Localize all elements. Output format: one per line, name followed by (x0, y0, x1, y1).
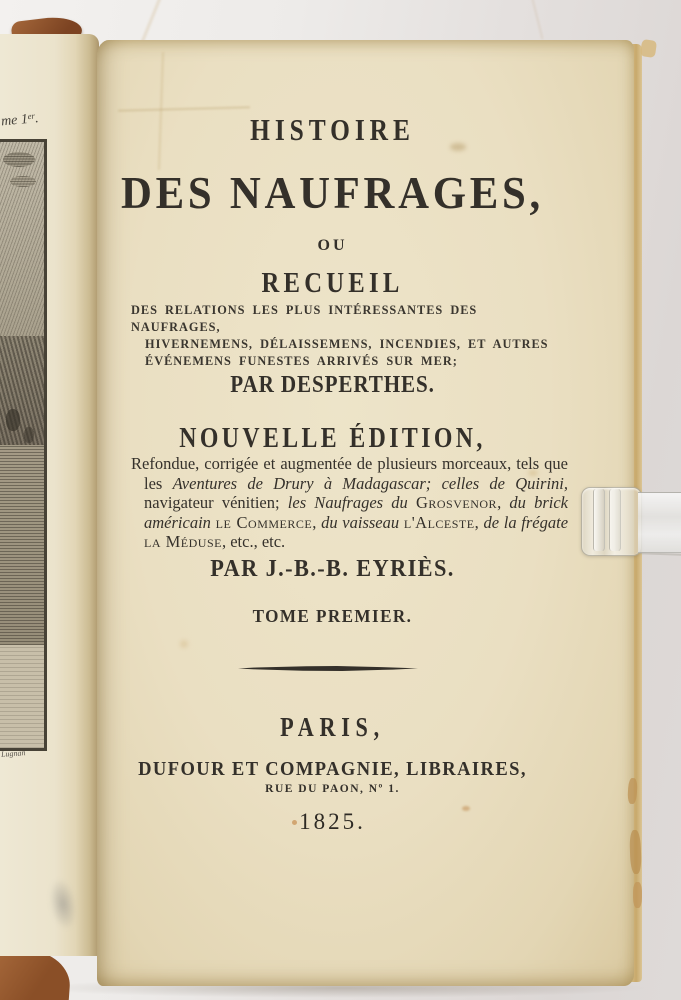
acrylic-clip-edge (640, 552, 681, 555)
volume-label: TOME PREMIER. (252, 606, 413, 626)
backdrop-crease (530, 0, 543, 40)
tome-handwritten-note: me 1er. (0, 110, 40, 130)
frontispiece-engraving (0, 139, 47, 751)
engraving-foreground (0, 645, 44, 748)
publication-year: 1825. (299, 809, 366, 834)
subtitle-line: DES RELATIONS LES PLUS INTÉRESSANTES DES NAUFRAGES, (131, 303, 478, 334)
edition-note-paragraph: Refondue, corrigée et augmentée de plusieurs morceaux, tels que les Aventures de Drury à Madagascar; celles de Quirini, navigateur vénitien; les Naufrages du Grosvenor, du brick américain le Commerce, du vaisseau l'Alceste, de la frégate la Méduse, etc., etc. (131, 454, 569, 552)
foxing-stain (180, 640, 188, 648)
edge-wear-patch (633, 882, 642, 908)
engraver-credit: Lugnan (0, 748, 26, 759)
title-line-1: HISTOIRE (250, 112, 415, 147)
title-line-2: DES NAUFRAGES, (121, 167, 544, 218)
engraving-cloud (10, 176, 36, 187)
subtitle-line: ÉVÉNEMENS FUNESTES ARRIVÉS SUR MER; (145, 354, 458, 368)
author-eyries: PAR J.-B.-B. EYRIÈS. (210, 556, 455, 582)
publisher-line: DUFOUR ET COMPAGNIE, LIBRAIRES, (138, 759, 527, 780)
edge-wear-patch (640, 39, 657, 58)
imprint-city: PARIS, (280, 712, 385, 742)
engraving-cloud (3, 152, 35, 167)
engraving-figure (6, 409, 20, 431)
subtitle-line: HIVERNEMENS, DÉLAISSEMENS, INCENDIES, ET AUTRES (145, 337, 549, 351)
engraving-sky (0, 142, 44, 336)
acrylic-clip-highlight (609, 489, 621, 551)
acrylic-clip-highlight (593, 489, 605, 551)
edition-heading: NOUVELLE ÉDITION, (179, 423, 486, 454)
author-desperthes: PAR DESPERTHES. (230, 372, 435, 398)
engraving-sea (0, 445, 44, 645)
engraving-figure (24, 427, 34, 443)
acrylic-clip-arm (638, 492, 681, 553)
subtitle-paragraph (131, 302, 561, 370)
title-connector: OU (317, 237, 348, 254)
publisher-address: RUE DU PAON, Nº 1. (265, 783, 400, 795)
engraving-cliff (0, 336, 44, 445)
subtitle-word: RECUEIL (261, 267, 404, 299)
